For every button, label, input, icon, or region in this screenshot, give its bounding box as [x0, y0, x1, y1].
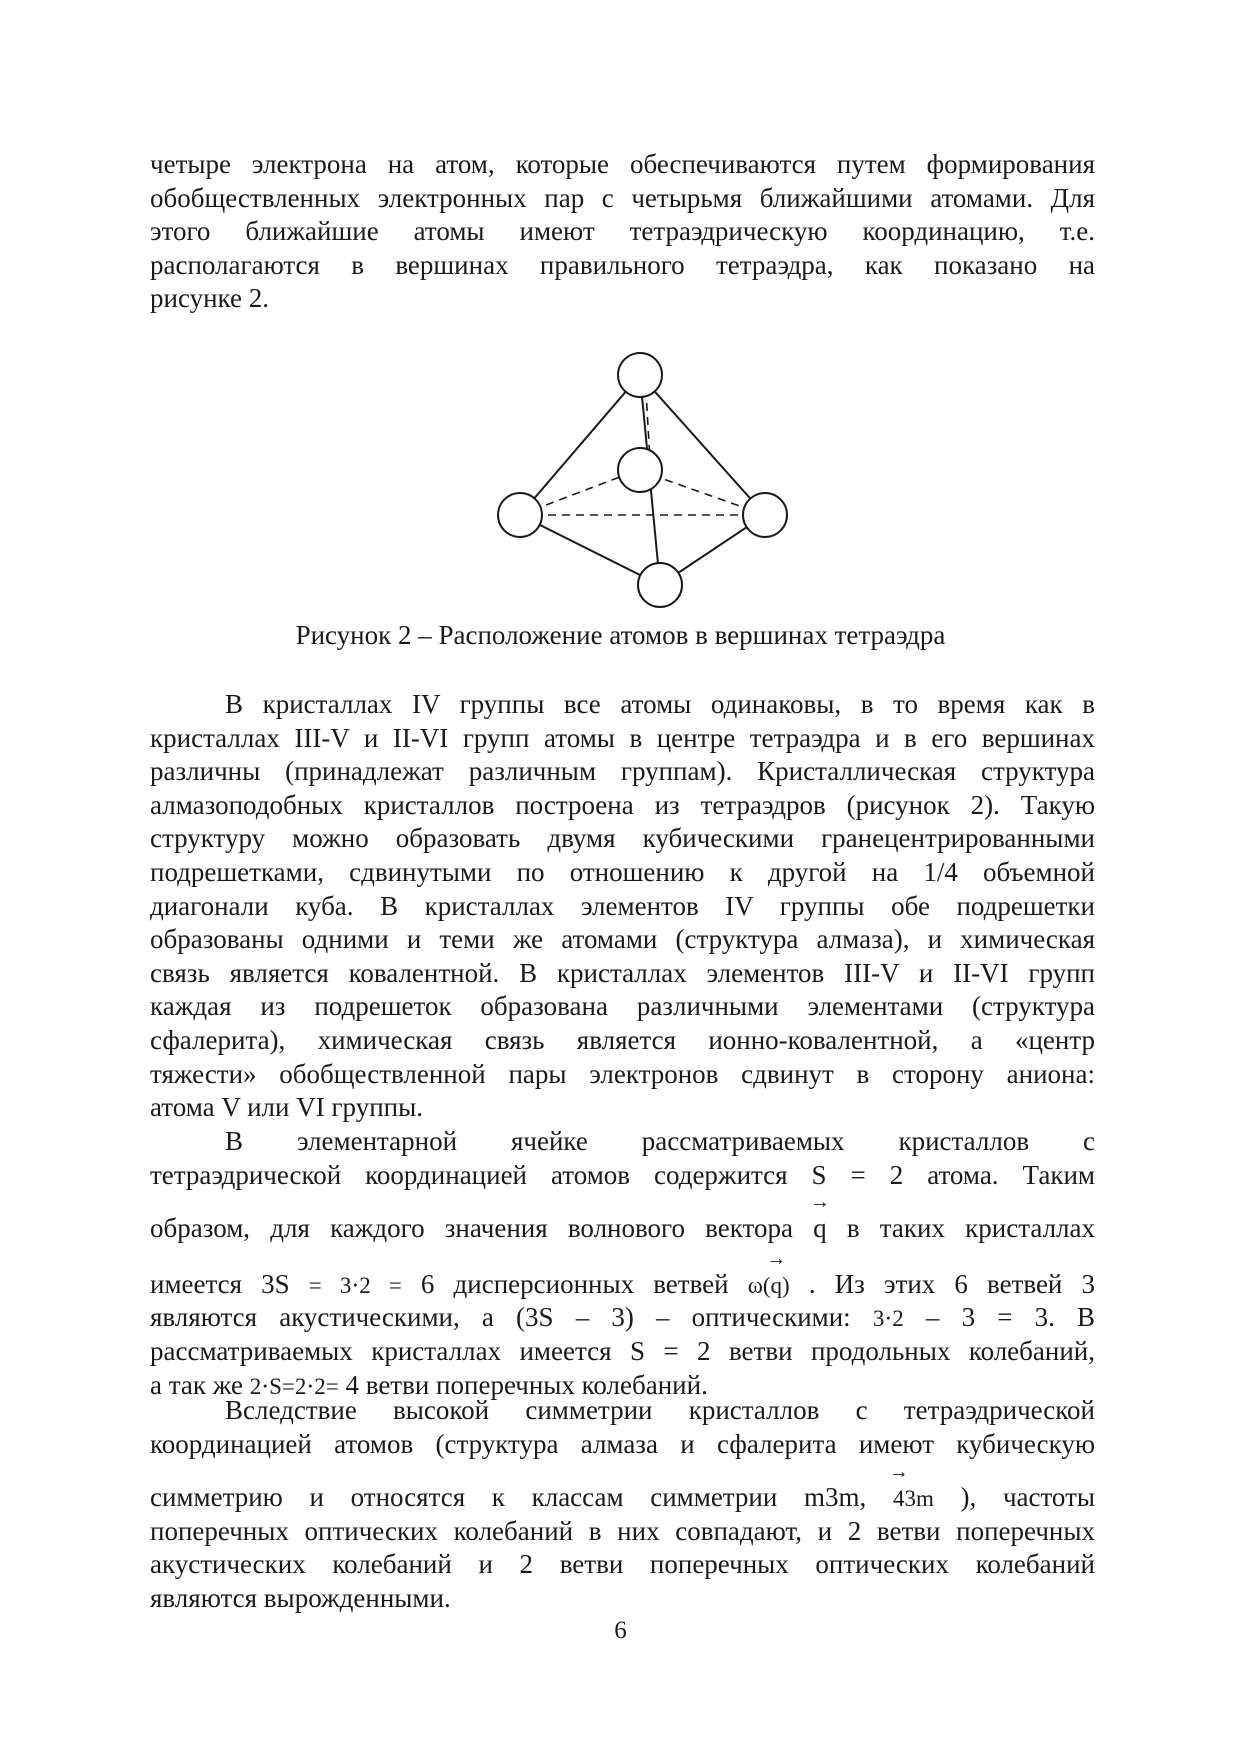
formula-3x2: = 3⋅2 = [308, 1272, 402, 1298]
edge-left-bottom [520, 515, 660, 585]
text-line: атома V или VI группы. [150, 1092, 423, 1123]
page-number: 6 [614, 1617, 627, 1644]
text-line: этого ближайшие атомы имеют тетраэдрическую координацию, т.е. [150, 216, 1095, 247]
text-line: подрешетками, сдвинутыми по отношению к другой на 1/4 объемной [150, 856, 1095, 887]
formula-3x2-b: 3⋅2 [872, 1306, 904, 1332]
text-line: сфалерита), химическая связь является ионно-ковалентной, а «центр [150, 1024, 1095, 1055]
text-line: акустических колебаний и 2 ветви поперечных оптических колебаний [150, 1549, 1095, 1580]
text-line: рассматриваемых кристаллах имеется S = 2 ветви продольных колебаний, [150, 1335, 1095, 1366]
formula-omega-q: ω( → q) [747, 1247, 790, 1298]
atom-bottom [638, 563, 682, 607]
text-line: каждая из подрешеток образована различными элементами (структура [150, 991, 1095, 1022]
wave-vector-q: → q [809, 1191, 830, 1244]
text-line: обобществленных электронных пар с четырьмя ближайшими атомами. Для [150, 182, 1095, 213]
text-line: являются вырожденными. [150, 1582, 451, 1613]
text-line: тяжести» обобществленной пары электронов сдвинут в сторону аниона: [150, 1058, 1095, 1089]
text-line: четыре электрона на атом, которые обеспечиваются путем формирования [150, 149, 1095, 179]
paragraph-dispersion-branches [150, 1125, 1095, 1402]
text-line: а так же 2⋅S=2⋅2= 4 ветви поперечных колебаний. [150, 1369, 708, 1400]
text-line: Вследствие высокой симметрии кристаллов с тетраэдрической [225, 1395, 1095, 1425]
text-line: являются акустическими, а (3S – 3) – оптическими: 3⋅2 – 3 = 3. В [150, 1302, 1096, 1333]
formula-43m: → 43m [888, 1461, 934, 1512]
paragraph-crystal-structure [150, 688, 1095, 1125]
text-line: структуру можно образовать двумя кубическими гранецентрированными [150, 823, 1095, 854]
text-line: различны (принадлежат различным группам). Кристаллическая структура [150, 756, 1095, 787]
text-line: координацией атомов (структура алмаза и сфалерита имеют кубическую [150, 1428, 1095, 1459]
edge-top-right [640, 375, 765, 515]
text-line: тетраэдрической координацией атомов содержится S = 2 атома. Таким [150, 1159, 1095, 1190]
figure-caption: Рисунок 2 – Расположение атомов в вершинах тетраэдра [295, 620, 946, 650]
paragraph-symmetry [150, 1394, 1095, 1616]
text-line: симметрию и относятся к классам симметрии m3m, → 43m ), частоты [150, 1461, 1096, 1513]
text-line: диагонали куба. В кристаллах элементов IV группы обе подрешетки [150, 890, 1095, 921]
text-line: имеется 3S = 3⋅2 = 6 дисперсионных ветвей ω( → q) . Из этих 6 ветвей 3 [150, 1247, 1095, 1299]
atom-center [618, 448, 662, 492]
text-line: связь является ковалентной. В кристаллах элементов III-V и II-VI групп [150, 957, 1095, 988]
text-line: рисунке 2. [150, 283, 269, 314]
text-line: алмазоподобных кристаллов построена из тетраэдров (рисунок 2). Такую [150, 789, 1095, 820]
text-line: образом, для каждого значения волнового вектора → q в таких кристаллах [150, 1212, 1095, 1246]
atom-top [618, 353, 662, 397]
tetrahedron-figure [0, 0, 1241, 620]
atom-right [743, 493, 787, 537]
text-line: кристаллах III-V и II-VI групп атомы в центре тетраэдра и в его вершинах [150, 722, 1095, 753]
text-line: поперечных оптических колебаний в них совпадают, и 2 ветви поперечных [150, 1515, 1095, 1546]
edge-top-left [520, 375, 640, 515]
formula-2xS: 2⋅S=2⋅2= [249, 1373, 339, 1399]
atom-left [498, 493, 542, 537]
text-line: располагаются в вершинах правильного тетраэдра, как показано на [150, 249, 1095, 280]
text-line: В элементарной ячейке рассматриваемых кристаллов с [225, 1126, 1095, 1156]
text-line: В кристаллах IV группы все атомы одинаковы, в то время как в [225, 689, 1095, 719]
text-line: образованы одними и теми же атомами (структура алмаза), и химическая [150, 924, 1095, 955]
